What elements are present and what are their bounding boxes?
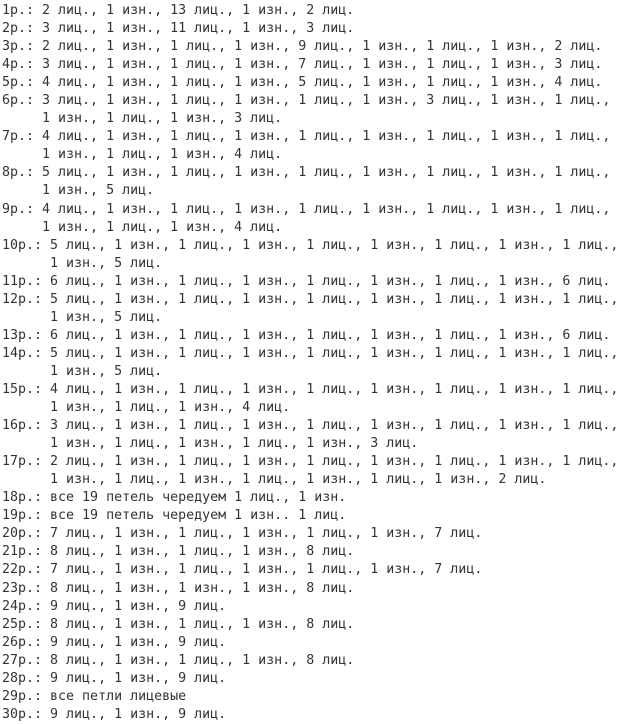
instruction-line-15: 1 изн., 5 лиц. (2, 255, 163, 271)
instruction-line-40: 30р.: 9 лиц., 1 изн., 9 лиц. (2, 706, 227, 722)
instruction-line-4: 4р.: 3 лиц., 1 изн., 1 лиц., 1 изн., 7 лиц., 1 изн., 1 лиц., 1 изн., 3 лиц. (2, 57, 603, 73)
instruction-line-35: 25р.: 8 лиц., 1 изн., 1 лиц., 1 изн., 8 лиц. (2, 616, 355, 632)
instruction-line-9: 1 изн., 1 лиц., 1 изн., 4 лиц. (2, 147, 283, 163)
instruction-line-16: 11р.: 6 лиц., 1 изн., 1 лиц., 1 изн., 1 лиц., 1 изн., 1 лиц., 1 изн., 6 лиц. (2, 273, 611, 289)
instruction-line-24: 16р.: 3 лиц., 1 изн., 1 лиц., 1 изн., 1 лиц., 1 изн., 1 лиц., 1 изн., 1 лиц., (2, 418, 619, 434)
instruction-line-39: 29р.: все петли лицевые (2, 688, 187, 704)
instruction-line-38: 28р.: 9 лиц., 1 изн., 9 лиц. (2, 670, 227, 686)
instruction-line-18: 1 изн., 5 лиц. (2, 309, 163, 325)
instruction-line-28: 18р.: все 19 петель чередуем 1 лиц., 1 изн. (2, 490, 347, 506)
instruction-line-22: 15р.: 4 лиц., 1 изн., 1 лиц., 1 изн., 1 лиц., 1 изн., 1 лиц., 1 изн., 1 лиц., (2, 381, 619, 397)
instruction-line-29: 19р.: все 19 петель чередуем 1 изн.. 1 лиц. (2, 508, 347, 524)
instruction-line-20: 14р.: 5 лиц., 1 изн., 1 лиц., 1 изн., 1 лиц., 1 изн., 1 лиц., 1 изн., 1 лиц., (2, 345, 619, 361)
instruction-line-26: 17р.: 2 лиц., 1 изн., 1 лиц., 1 изн., 1 лиц., 1 изн., 1 лиц., 1 изн., 1 лиц., (2, 454, 619, 470)
instruction-line-12: 9р.: 4 лиц., 1 изн., 1 лиц., 1 изн., 1 лиц., 1 изн., 1 лиц., 1 изн., 1 лиц., (2, 201, 611, 217)
instruction-line-37: 27р.: 8 лиц., 1 изн., 1 лиц., 1 изн., 8 лиц. (2, 652, 355, 668)
instruction-line-3: 3р.: 2 лиц., 1 изн., 1 лиц., 1 изн., 9 лиц., 1 изн., 1 лиц., 1 изн., 2 лиц. (2, 39, 603, 55)
instruction-line-10: 8р.: 5 лиц., 1 изн., 1 лиц., 1 изн., 1 лиц., 1 изн., 1 лиц., 1 изн., 1 лиц., (2, 165, 611, 181)
instruction-line-17: 12р.: 5 лиц., 1 изн., 1 лиц., 1 изн., 1 лиц., 1 изн., 1 лиц., 1 изн., 1 лиц., (2, 291, 619, 307)
instruction-line-11: 1 изн., 5 лиц. (2, 183, 155, 199)
instruction-line-13: 1 изн., 1 лиц., 1 изн., 4 лиц. (2, 219, 283, 235)
instruction-line-6: 6р.: 3 лиц., 1 изн., 1 лиц., 1 изн., 1 лиц., 1 изн., 3 лиц., 1 изн., 1 лиц., (2, 93, 611, 109)
instruction-line-36: 26р.: 9 лиц., 1 изн., 9 лиц. (2, 634, 227, 650)
instruction-line-27: 1 изн., 1 лиц., 1 изн., 1 лиц., 1 изн., 1 лиц., 1 изн., 2 лиц. (2, 472, 547, 488)
instruction-lines (2, 2, 622, 724)
instruction-line-31: 21р.: 8 лиц., 1 изн., 1 лиц., 1 изн., 8 лиц. (2, 544, 355, 560)
instruction-line-32: 22р.: 7 лиц., 1 изн., 1 лиц., 1 изн., 1 лиц., 1 изн., 7 лиц. (2, 562, 483, 578)
instruction-line-19: 13р.: 6 лиц., 1 изн., 1 лиц., 1 изн., 1 лиц., 1 изн., 1 лиц., 1 изн., 6 лиц. (2, 327, 611, 343)
instruction-line-2: 2р.: 3 лиц., 1 изн., 11 лиц., 1 изн., 3 лиц. (2, 21, 355, 37)
instruction-line-21: 1 изн., 5 лиц. (2, 363, 163, 379)
instruction-line-34: 24р.: 9 лиц., 1 изн., 9 лиц. (2, 598, 227, 614)
instruction-line-30: 20р.: 7 лиц., 1 изн., 1 лиц., 1 изн., 1 лиц., 1 изн., 7 лиц. (2, 526, 483, 542)
instruction-line-1: 1р.: 2 лиц., 1 изн., 13 лиц., 1 изн., 2 лиц. (2, 3, 355, 18)
instruction-line-5: 5р.: 4 лиц., 1 изн., 1 лиц., 1 изн., 5 лиц., 1 изн., 1 лиц., 1 изн., 4 лиц. (2, 75, 603, 91)
instruction-line-25: 1 изн., 1 лиц., 1 изн., 1 лиц., 1 изн., 3 лиц. (2, 436, 419, 452)
instruction-line-33: 23р.: 8 лиц., 1 изн., 1 изн., 1 изн., 8 лиц. (2, 580, 355, 596)
instruction-line-8: 7р.: 4 лиц., 1 изн., 1 лиц., 1 изн., 1 лиц., 1 изн., 1 лиц., 1 изн., 1 лиц., (2, 129, 611, 145)
instruction-line-7: 1 изн., 1 лиц., 1 изн., 3 лиц. (2, 111, 283, 127)
instruction-line-23: 1 изн., 1 лиц., 1 изн., 4 лиц. (2, 400, 291, 416)
instruction-line-14: 10р.: 5 лиц., 1 изн., 1 лиц., 1 изн., 1 лиц., 1 изн., 1 лиц., 1 изн., 1 лиц., (2, 237, 619, 253)
